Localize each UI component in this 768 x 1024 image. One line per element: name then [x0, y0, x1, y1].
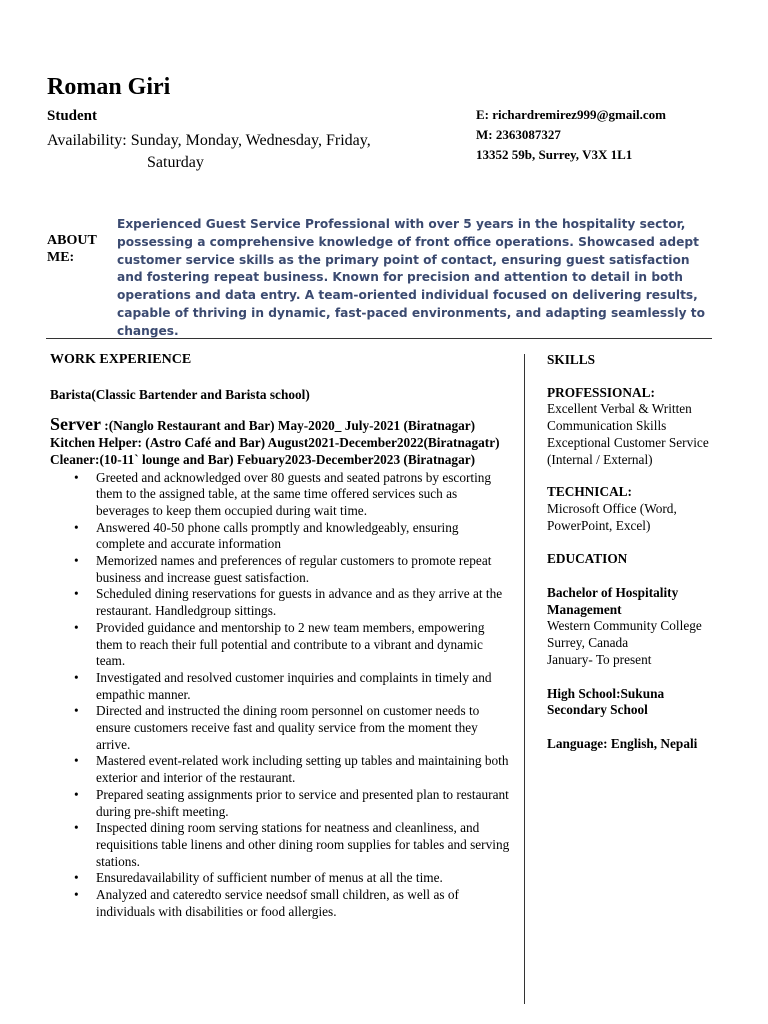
list-item: • Answered 40-50 phone calls promptly and knowledgeably, ensuring complete and accurate information [50, 520, 510, 553]
professional-skill-1: Excellent Verbal & Written Communication Skills [547, 401, 692, 434]
cleaner-entry: Cleaner:(10-11` lounge and Bar) Febuary2023-December2023 (Biratnagar) [50, 451, 476, 467]
candidate-role: Student [47, 108, 98, 124]
horizontal-divider [46, 338, 712, 339]
barista-entry: Barista(Classic Bartender and Barista school) [50, 386, 310, 402]
contact-phone: M: 2363087327 [476, 127, 561, 142]
list-item: • Directed and instructed the dining room personnel on customer needs to ensure customers receive fast and quality service from the moment they arrive. [50, 703, 510, 753]
candidate-name: Roman Giri [47, 74, 171, 100]
vertical-divider [524, 354, 525, 1004]
high-school: High School:Sukuna Secondary School [547, 685, 665, 718]
list-item: • Provided guidance and mentorship to 2 new team members, empowering them to reach their full potential and contribute to a vibrant and dynamic team. [50, 620, 510, 670]
kitchen-helper-entry: Kitchen Helper: (Astro Café and Bar) August2021-December2022(Biratnagatr) [50, 435, 500, 451]
professional-skill-2: Exceptional Customer Service (Internal / External) [547, 434, 709, 467]
work-experience-column [50, 352, 510, 921]
list-item: • Analyzed and cateredto service needsof small children, as well as of individuals with disabilities or food allergies. [50, 887, 510, 920]
skills-title: SKILLS [547, 352, 596, 367]
contact-email: E: richardremirez999@gmail.com [476, 107, 666, 122]
education-title: EDUCATION [547, 551, 628, 567]
contact-block [476, 105, 666, 165]
languages: Language: English, Nepali [547, 735, 698, 751]
availability-line-2: Saturday [147, 154, 204, 171]
list-item: • Investigated and resolved customer inquiries and complaints in timely and empathic manner. [50, 670, 510, 703]
college-location: Surrey, Canada [547, 635, 629, 651]
server-role: Server [50, 414, 101, 435]
availability-line-1: Availability: Sunday, Monday, Wednesday, Friday, [47, 132, 371, 149]
server-entry [50, 416, 510, 435]
professional-label: PROFESSIONAL: [547, 384, 655, 400]
list-item: • Ensuredavailability of sufficient number of menus at all the time. [50, 870, 510, 887]
list-item: • Greeted and acknowledged over 80 guests and seated patrons by escorting them to the assigned table, at the same time offered services such as beverages to keep them occupied during wait time. [50, 470, 510, 520]
list-item: • Prepared seating assignments prior to service and presented plan to restaurant during pre-shift meeting. [50, 787, 510, 820]
about-label: ABOUT ME: [47, 233, 97, 265]
about-text: Experienced Guest Service Professional with over 5 years in the hospitality sector, possessing a comprehensive knowledge of front office operations. Showcased adept customer service skills as the primary point of contact, ensuring guest satisfaction and fostering repeat business. Known for precision and attention to detail in both operations and data entry. A team-oriented individual focused on delivering results, capable of thriving in dynamic, fast-paced environments, and adapting seamlessly to changes. [117, 217, 705, 338]
list-item: • Mastered event-related work including setting up tables and maintaining both exterior and interior of the restaurant. [50, 753, 510, 786]
job-list [50, 416, 510, 468]
duties-list [50, 470, 510, 921]
contact-address: 13352 59b, Surrey, V3X 1L1 [476, 147, 633, 162]
server-detail: :(Nanglo Restaurant and Bar) May-2020_ July-2021 (Biratnagar) [100, 418, 476, 434]
education-dates: January- To present [547, 651, 652, 667]
availability [47, 130, 447, 174]
skills-column [547, 352, 717, 753]
work-experience-title: WORK EXPERIENCE [50, 352, 192, 367]
list-item: • Memorized names and preferences of regular customers to promote repeat business and increase guest satisfaction. [50, 553, 510, 586]
list-item: • Inspected dining room serving stations for neatness and cleanliness, and requisitions table linens and other dining room supplies for tables and serving stations. [50, 820, 510, 870]
technical-skill-1: Microsoft Office (Word, PowerPoint, Excel) [547, 500, 677, 533]
technical-label: TECHNICAL: [547, 484, 632, 500]
college: Western Community College [547, 618, 702, 634]
degree: Bachelor of Hospitality Management [547, 585, 679, 617]
list-item: • Scheduled dining reservations for guests in advance and as they arrive at the restaurant. Handledgroup sittings. [50, 586, 510, 619]
